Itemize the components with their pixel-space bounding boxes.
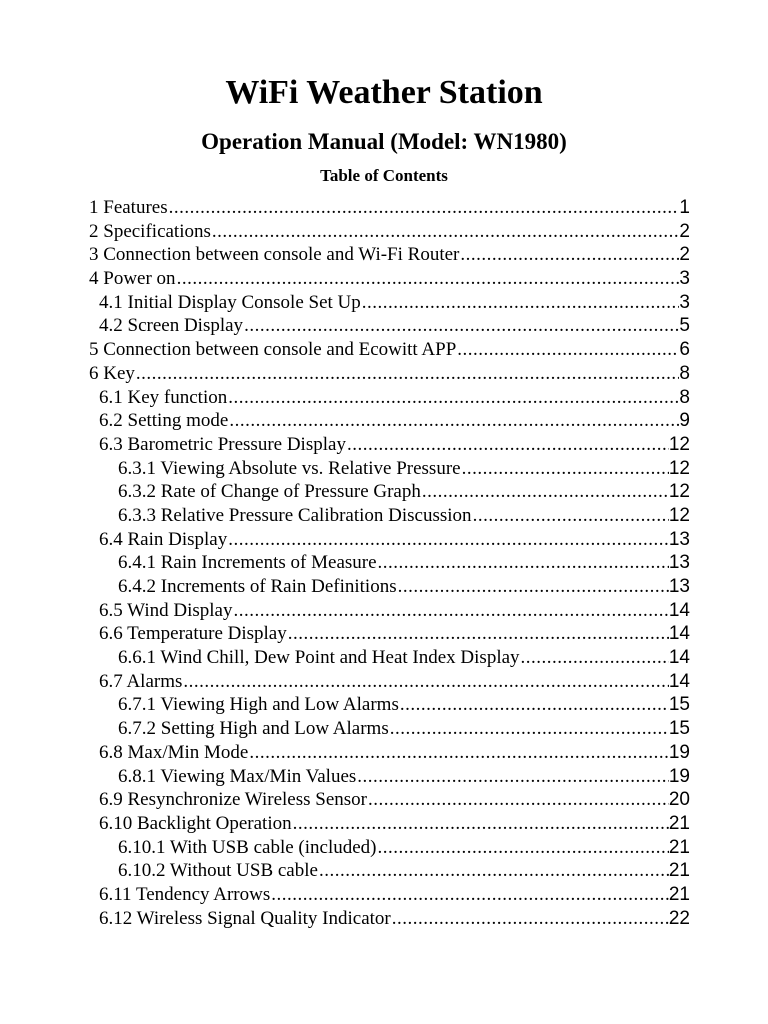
toc-entry[interactable] xyxy=(89,480,690,504)
toc-entry-label: 6 Key xyxy=(89,362,135,384)
toc-page-number: 6 xyxy=(679,339,690,361)
toc-leader-dots xyxy=(176,267,680,291)
toc-entry[interactable] xyxy=(89,196,690,220)
toc-leader-dots xyxy=(211,220,680,244)
toc-page-number: 21 xyxy=(668,812,690,834)
toc-entry-label: 6.3.1 Viewing Absolute vs. Relative Pressure xyxy=(118,457,461,479)
toc-page-number: 12 xyxy=(668,481,690,503)
toc-leader-dots xyxy=(421,480,669,504)
toc-entry-label: 6.6.1 Wind Chill, Dew Point and Heat Index Display xyxy=(118,647,520,669)
toc-entry[interactable] xyxy=(89,243,690,267)
toc-entry-label: 6.6 Temperature Display xyxy=(99,623,287,645)
toc-entry-label: 6.3.3 Relative Pressure Calibration Discussion xyxy=(118,504,472,526)
toc-entry[interactable] xyxy=(89,409,690,433)
toc-leader-dots xyxy=(389,717,669,741)
toc-entry[interactable] xyxy=(89,551,690,575)
toc-page-number: 9 xyxy=(679,410,690,432)
toc-page-number: 8 xyxy=(679,362,690,384)
toc-entry-label: 6.1 Key function xyxy=(99,386,228,408)
toc-entry[interactable] xyxy=(89,883,690,907)
toc-page-number: 21 xyxy=(668,860,690,882)
toc-entry-label: 6.10.1 With USB cable (included) xyxy=(118,836,377,858)
toc-page-number: 14 xyxy=(668,670,690,692)
toc-leader-dots xyxy=(346,433,669,457)
toc-entry[interactable] xyxy=(89,836,690,860)
toc-leader-dots xyxy=(292,812,669,836)
toc-page-number: 5 xyxy=(679,315,690,337)
toc-entry-label: 6.3.2 Rate of Change of Pressure Graph xyxy=(118,481,421,503)
toc-entry[interactable] xyxy=(89,907,690,931)
toc-leader-dots xyxy=(356,765,669,789)
toc-entry[interactable] xyxy=(89,362,690,386)
toc-entry[interactable] xyxy=(89,504,690,528)
toc-entry[interactable] xyxy=(89,741,690,765)
toc-entry[interactable] xyxy=(89,457,690,481)
toc-entry-label: 6.8.1 Viewing Max/Min Values xyxy=(118,765,357,787)
toc-entry[interactable] xyxy=(89,220,690,244)
toc-page-number: 13 xyxy=(668,576,690,597)
toc-entry[interactable] xyxy=(89,433,690,457)
toc-page-number: 19 xyxy=(668,765,690,787)
toc-leader-dots xyxy=(182,670,668,694)
toc-page-number: 2 xyxy=(679,220,690,242)
toc-entry-label: 6.12 Wireless Signal Quality Indicator xyxy=(99,907,391,929)
toc-page-number: 22 xyxy=(668,907,690,929)
toc-leader-dots xyxy=(397,575,669,599)
document-subtitle: Operation Manual (Model: WN1980) xyxy=(201,129,567,154)
toc-entry[interactable] xyxy=(89,338,690,362)
toc-entry-label: 6.2 Setting mode xyxy=(99,410,229,432)
toc-page-number: 15 xyxy=(668,694,690,716)
toc-page-number: 8 xyxy=(679,386,690,408)
toc-leader-dots xyxy=(318,859,669,883)
toc-entry-label: 6.5 Wind Display xyxy=(99,599,233,621)
toc-leader-dots xyxy=(243,314,679,338)
toc-page-number: 2 xyxy=(679,244,690,266)
toc-page-number: 13 xyxy=(668,552,690,574)
toc-page-number: 15 xyxy=(668,718,690,740)
toc-page-number: 21 xyxy=(668,883,690,905)
toc-entry[interactable] xyxy=(89,622,690,646)
toc-heading: Table of Contents xyxy=(320,166,448,185)
toc-leader-dots xyxy=(472,504,669,528)
toc-leader-dots xyxy=(377,836,669,860)
toc-entry-label: 6.4 Rain Display xyxy=(99,528,228,550)
toc-leader-dots xyxy=(520,646,669,670)
toc-page-number: 14 xyxy=(668,599,690,621)
toc-leader-dots xyxy=(459,243,679,267)
toc-leader-dots xyxy=(461,457,669,481)
toc-leader-dots xyxy=(399,693,669,717)
toc-entry-label: 6.4.1 Rain Increments of Measure xyxy=(118,552,377,574)
toc-entry[interactable] xyxy=(89,267,690,291)
toc-entry-label: 4.2 Screen Display xyxy=(99,315,244,337)
toc-page-number: 13 xyxy=(668,528,690,550)
toc-entry[interactable] xyxy=(89,812,690,836)
toc-page-number: 14 xyxy=(668,623,690,645)
toc-leader-dots xyxy=(377,551,669,575)
toc-entry-label: 4 Power on xyxy=(89,268,176,290)
toc-leader-dots xyxy=(227,386,679,410)
toc-entry-label: 6.7.2 Setting High and Low Alarms xyxy=(118,718,389,740)
toc-entry[interactable] xyxy=(89,693,690,717)
toc-entry-label: 6.10.2 Without USB cable xyxy=(118,860,318,882)
toc-entry-label: 6.8 Max/Min Mode xyxy=(99,741,249,763)
toc-leader-dots xyxy=(367,788,669,812)
toc-entry-label: 1 Features xyxy=(89,197,168,218)
toc-entry[interactable] xyxy=(89,291,690,315)
toc-entry[interactable] xyxy=(89,386,690,410)
toc-page-number: 21 xyxy=(668,836,690,858)
toc-leader-dots xyxy=(232,599,668,623)
toc-entry[interactable] xyxy=(89,646,690,670)
toc-entry[interactable] xyxy=(89,599,690,623)
toc-entry[interactable] xyxy=(89,670,690,694)
toc-entry[interactable] xyxy=(89,575,690,599)
toc-leader-dots xyxy=(135,362,680,386)
toc-entry-label: 4.1 Initial Display Console Set Up xyxy=(99,291,361,313)
toc-entry-label: 6.9 Resynchronize Wireless Sensor xyxy=(99,789,367,811)
toc-entry[interactable] xyxy=(89,765,690,789)
toc-leader-dots xyxy=(456,338,679,362)
toc-entry[interactable] xyxy=(89,717,690,741)
toc-page-number: 1 xyxy=(679,197,690,218)
toc-entry[interactable] xyxy=(89,788,690,812)
toc-entry[interactable] xyxy=(89,314,690,338)
toc-entry-label: 3 Connection between console and Wi-Fi Router xyxy=(89,244,460,266)
document-title: WiFi Weather Station xyxy=(225,74,543,111)
toc-entry-label: 6.7.1 Viewing High and Low Alarms xyxy=(118,694,399,716)
toc-entry-label: 6.11 Tendency Arrows xyxy=(99,883,271,905)
toc-page-number: 19 xyxy=(668,741,690,763)
toc-page-number: 14 xyxy=(668,647,690,669)
toc-page-number: 3 xyxy=(679,268,690,290)
toc-entry[interactable] xyxy=(89,528,690,552)
toc-entry-label: 5 Connection between console and Ecowitt APP xyxy=(89,339,457,361)
toc-entry-label: 6.4.2 Increments of Rain Definitions xyxy=(118,576,397,597)
toc-entry-label: 6.3 Barometric Pressure Display xyxy=(99,433,346,455)
toc-leader-dots xyxy=(391,907,669,931)
toc-leader-dots xyxy=(361,291,680,315)
toc-leader-dots xyxy=(248,741,669,765)
toc-page-number: 12 xyxy=(668,433,690,455)
toc-entry[interactable] xyxy=(89,859,690,883)
toc-entry-label: 6.10 Backlight Operation xyxy=(99,812,292,834)
toc-page-number: 12 xyxy=(668,457,690,479)
toc-page-number: 3 xyxy=(679,291,690,313)
toc-entry-label: 6.7 Alarms xyxy=(99,670,183,692)
toc-page-number: 12 xyxy=(668,504,690,526)
toc-leader-dots xyxy=(287,622,669,646)
toc-leader-dots xyxy=(228,409,679,433)
table-of-contents xyxy=(89,196,690,930)
toc-entry-label: 2 Specifications xyxy=(89,220,211,242)
toc-leader-dots xyxy=(270,883,669,907)
toc-leader-dots xyxy=(168,196,680,220)
toc-leader-dots xyxy=(227,528,669,552)
toc-page-number: 20 xyxy=(668,789,690,811)
